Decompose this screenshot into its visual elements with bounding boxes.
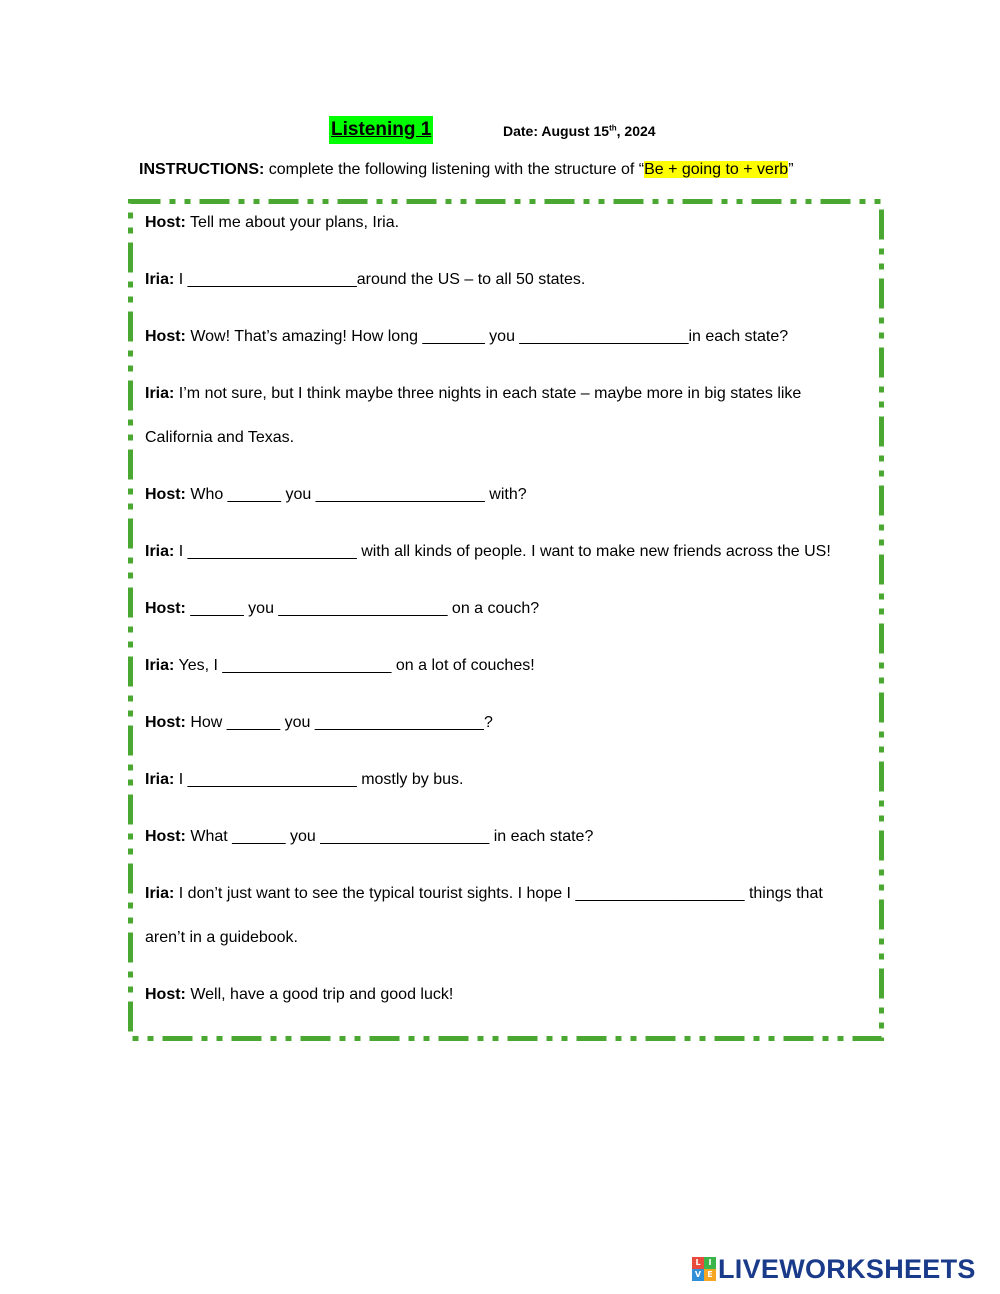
worksheet-date: [503, 121, 656, 141]
dialogue-text: I’m not sure, but I think maybe three nights in each state – maybe more in big states like: [174, 385, 802, 402]
dialogue-text: aren’t in a guidebook.: [145, 929, 298, 946]
speaker-label: Iria:: [145, 271, 175, 288]
dialogue-text: How ______ you ___________________?: [185, 714, 493, 731]
dialogue-line: [145, 212, 399, 234]
dialogue-text: I don’t just want to see the typical tourist sights. I hope I ___________________ things that: [174, 885, 823, 902]
dialogue-line: [145, 927, 298, 949]
dialogue-line: [145, 655, 535, 677]
speaker-label: Host:: [145, 828, 186, 845]
speaker-label: Iria:: [145, 885, 175, 902]
dialogue-line: [145, 541, 831, 563]
liveworksheets-brand: [692, 1252, 976, 1286]
instructions: [139, 158, 794, 182]
dialogue-text: Tell me about your plans, Iria.: [185, 214, 400, 231]
dialogue-text: Who ______ you ___________________ with?: [185, 486, 527, 503]
logo-letter: V: [692, 1269, 704, 1281]
brand-name: LIVEWORKSHEETS: [718, 1253, 976, 1284]
worksheet-title: Listening 1: [329, 116, 433, 144]
speaker-label: Iria:: [145, 385, 175, 402]
dialogue-line: [145, 712, 493, 734]
dialogue-text: Wow! That’s amazing! How long _______ you ___________________in each state?: [185, 328, 789, 345]
dialogue-line: [145, 883, 823, 905]
dialogue-line: [145, 769, 463, 791]
date-prefix: Date: August 15: [503, 123, 610, 139]
instructions-close-quote: ”: [788, 161, 794, 178]
dialogue-line: [145, 984, 453, 1006]
dialogue-text: ______ you ___________________ on a couch?: [185, 600, 540, 617]
speaker-label: Host:: [145, 328, 186, 345]
dialogue-text: I ___________________ mostly by bus.: [174, 771, 464, 788]
speaker-label: Host:: [145, 986, 186, 1003]
speaker-label: Host:: [145, 486, 186, 503]
dialogue-line: [145, 484, 527, 506]
speaker-label: Iria:: [145, 771, 175, 788]
dialogue-line: [145, 427, 294, 449]
logo-letter: E: [704, 1269, 716, 1281]
dialogue-line: [145, 269, 585, 291]
instructions-text: complete the following listening with the structure of “: [264, 161, 645, 178]
liveworksheets-logo-icon: [692, 1257, 716, 1281]
dialogue-text: California and Texas.: [145, 429, 295, 446]
speaker-label: Iria:: [145, 543, 175, 560]
dialogue-line: [145, 598, 539, 620]
structure-highlight: Be + going to + verb: [644, 161, 789, 178]
speaker-label: Host:: [145, 714, 186, 731]
dialogue-text: I ___________________around the US – to all 50 states.: [174, 271, 586, 288]
logo-letter: L: [692, 1257, 704, 1269]
dialogue-line: [145, 826, 593, 848]
dialogue-text: Yes, I ___________________ on a lot of couches!: [174, 657, 535, 674]
dialogue-text: Well, have a good trip and good luck!: [185, 986, 454, 1003]
speaker-label: Host:: [145, 600, 186, 617]
speaker-label: Iria:: [145, 657, 175, 674]
dialogue-text: I ___________________ with all kinds of people. I want to make new friends across the US!: [174, 543, 831, 560]
date-year: , 2024: [616, 123, 656, 139]
dialogue-line: [145, 383, 801, 405]
dialogue-text: What ______ you ___________________ in each state?: [185, 828, 594, 845]
logo-letter: I: [704, 1257, 716, 1269]
speaker-label: Host:: [145, 214, 186, 231]
dialogue-line: [145, 326, 788, 348]
instructions-label: INSTRUCTIONS:: [139, 161, 265, 178]
date-ordinal-suffix: th: [609, 123, 617, 133]
